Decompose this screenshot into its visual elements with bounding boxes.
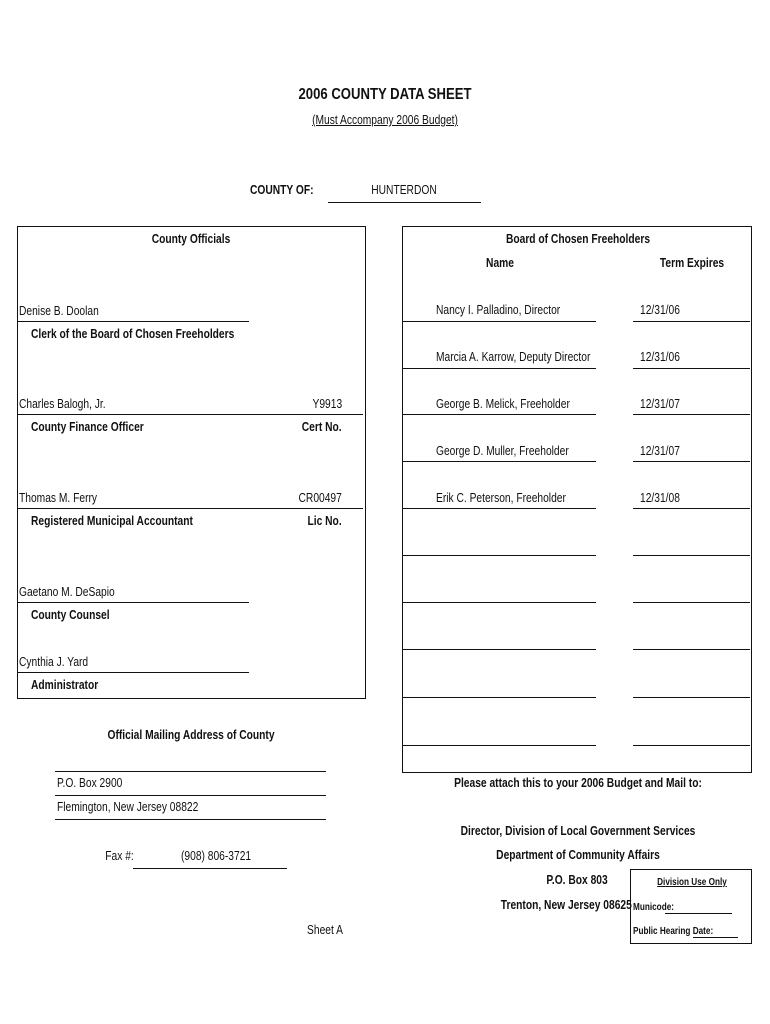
freeholder-name: Nancy I. Palladino, Director [436, 303, 561, 317]
counsel-title: County Counsel [31, 608, 110, 622]
admin-name: Cynthia J. Yard [19, 655, 89, 669]
county-officials-heading: County Officials [151, 232, 231, 246]
freeholder-term: 12/31/07 [640, 444, 680, 458]
county-underline [328, 202, 481, 203]
send-to-line-4: Trenton, New Jersey 08625 [500, 898, 632, 912]
county-value: HUNTERDON [371, 183, 437, 197]
freeholder-term: 12/31/08 [640, 491, 680, 505]
freeholder-term-line [633, 697, 750, 698]
freeholder-term: 12/31/07 [640, 397, 680, 411]
freeholders-name-header: Name [486, 256, 514, 270]
freeholder-name-line [403, 697, 596, 698]
send-to-line-3: P.O. Box 803 [546, 873, 608, 887]
page-title: 2006 COUNTY DATA SHEET [298, 86, 472, 103]
clerk-underline [18, 321, 249, 322]
freeholder-term-line [633, 602, 750, 603]
mailing-heading: Official Mailing Address of County [107, 728, 275, 742]
admin-title: Administrator [31, 678, 99, 692]
freeholder-name-line [403, 461, 596, 462]
mail-instruction: Please attach this to your 2006 Budget and Mail to: [454, 776, 702, 790]
freeholder-name: Marcia A. Karrow, Deputy Director [436, 350, 591, 364]
rma-lic-label: Lic No. [307, 514, 342, 528]
mailing-line-2-underline [55, 819, 326, 820]
freeholder-term-line [633, 649, 750, 650]
freeholder-name: George D. Muller, Freeholder [436, 444, 569, 458]
freeholder-term: 12/31/06 [640, 303, 680, 317]
freeholder-term-line [633, 321, 750, 322]
freeholder-term-line [633, 368, 750, 369]
admin-underline [18, 672, 249, 673]
cfo-name: Charles Balogh, Jr. [19, 397, 106, 411]
counsel-name: Gaetano M. DeSapio [19, 585, 115, 599]
freeholder-term-line [633, 745, 750, 746]
freeholder-name-line [403, 745, 596, 746]
public-hearing-label: Public Hearing Date: [633, 926, 714, 937]
freeholder-name: George B. Melick, Freeholder [436, 397, 570, 411]
mailing-line-1-underline [55, 795, 326, 796]
freeholder-term: 12/31/06 [640, 350, 680, 364]
freeholder-name-line [403, 414, 596, 415]
cfo-underline [18, 414, 363, 415]
freeholder-term-line [633, 508, 750, 509]
send-to-line-2: Department of Community Affairs [496, 848, 660, 862]
freeholder-term-line [633, 461, 750, 462]
counsel-underline [18, 602, 249, 603]
cfo-cert-label: Cert No. [302, 420, 342, 434]
freeholder-name: Erik C. Peterson, Freeholder [436, 491, 566, 505]
division-use-heading: Division Use Only [657, 877, 727, 888]
clerk-title: Clerk of the Board of Chosen Freeholders [31, 327, 235, 341]
mailing-line-2: Flemington, New Jersey 08822 [57, 800, 199, 814]
rma-lic-number: CR00497 [298, 491, 342, 505]
freeholder-name-line [403, 555, 596, 556]
send-to-line-1: Director, Division of Local Government Services [460, 824, 696, 838]
mailing-line-1: P.O. Box 2900 [57, 776, 123, 790]
rma-name: Thomas M. Ferry [19, 491, 98, 505]
municode-line [665, 913, 732, 914]
rma-title: Registered Municipal Accountant [31, 514, 193, 528]
fax-underline [133, 868, 287, 869]
public-hearing-line [693, 937, 738, 938]
municode-label: Municode: [633, 902, 674, 913]
fax-label: Fax #: [105, 849, 134, 863]
freeholder-term-line [633, 555, 750, 556]
fax-value: (908) 806-3721 [181, 849, 252, 863]
freeholders-heading: Board of Chosen Freeholders [505, 232, 651, 246]
freeholder-name-line [403, 321, 596, 322]
freeholder-name-line [403, 649, 596, 650]
sheet-label: Sheet A [307, 923, 343, 937]
freeholder-name-line [403, 508, 596, 509]
freeholders-term-header: Term Expires [659, 256, 725, 270]
page-subtitle: (Must Accompany 2006 Budget) [312, 113, 458, 127]
mailing-top-line [55, 771, 326, 772]
cfo-cert-number: Y9913 [312, 397, 342, 411]
rma-underline [18, 508, 363, 509]
freeholder-term-line [633, 414, 750, 415]
clerk-name: Denise B. Doolan [19, 304, 99, 318]
cfo-title: County Finance Officer [31, 420, 144, 434]
county-label: COUNTY OF: [250, 183, 314, 197]
county-officials-box [17, 226, 366, 699]
freeholder-name-line [403, 602, 596, 603]
freeholder-name-line [403, 368, 596, 369]
